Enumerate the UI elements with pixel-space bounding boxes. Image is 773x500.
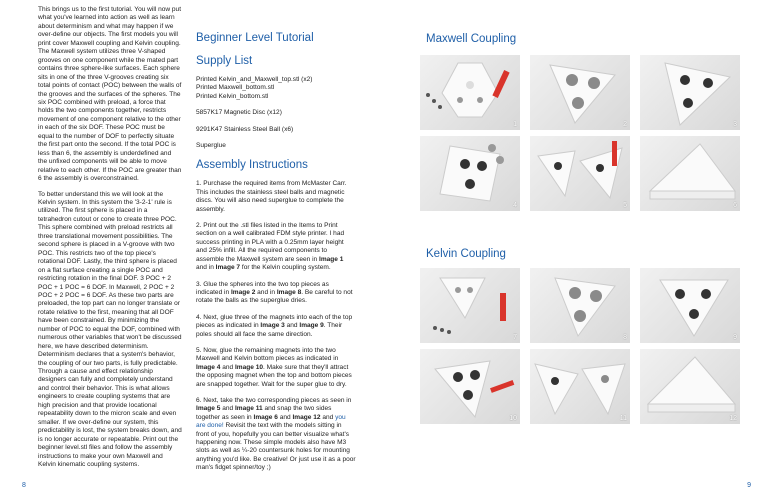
photo-7 <box>420 268 520 343</box>
kelvin-parts-image <box>420 268 520 343</box>
photo-number: 2 <box>623 121 627 128</box>
supply-file-2: Printed Maxwell_bottom.stl <box>196 84 275 92</box>
page-number-left: 8 <box>22 482 26 489</box>
photo-number: 3 <box>733 121 737 128</box>
intro-text-column <box>38 6 182 476</box>
supply-file-3: Printed Kelvin_bottom.stl <box>196 92 269 100</box>
kelvin-bottom-image <box>420 349 520 424</box>
photo-4 <box>420 136 520 211</box>
assembly-step-1: 1. Purchase the required items from McMaster Carr. This includes the stainless steel balls and magnetic discs. You will also need superglue to complete the assembly. <box>196 180 347 213</box>
photo-1 <box>420 55 520 130</box>
maxwell-pair-image <box>530 136 630 211</box>
photo-number: 4 <box>513 202 517 209</box>
page-number-right: 9 <box>747 482 751 489</box>
kelvin-pair-image <box>530 349 630 424</box>
photo-12 <box>640 349 740 424</box>
supply-list-heading: Supply List <box>196 55 253 67</box>
photo-3 <box>640 55 740 130</box>
tutorial-column <box>196 31 356 473</box>
supply-magnets: 5857K17 Magnetic Disc (x12) <box>196 109 282 117</box>
assembly-step-6: 6. Next, take the two corresponding pieces as seen in Image 5 and Image 11 and snap the two sides together as seen in Image 6 and Image 12 and you are done! Revisit the text with the models sitting in front of you, hopefully you can better visualize what's happening now. These simple models also have M3 slots as well as ¼-20 countersunk holes for mounting anything you'd like. Be creative! Or just use it as a poor man's fidget spinner/toy ;) <box>196 396 356 472</box>
intro-paragraph-2: To better understand this we will look at the Kelvin system. In this system the '3-2-1' rule is utilized. The first sphere is placed in a tetrahedron cutout or cone to create three POC. This sphere combined with preload restricts all three translational movement possibilities. The second sphere is placed in a V-groove with two POC. This restricts two of the top piece's rotational DOF. Lastly, the third sphere is placed on a flat surface creating a single POC and restricting rotation in the final DOF. 3 POC + 2 POC + 1 POC = 6 DOF. In Maxwell, 2 POC + 2 POC + 2 POC = 6 DOF. As these two parts are preloaded, the top part can no longer translate or rotate relative to the first, meaning that all DOF have been constrained. By minimizing the number of POC to equal the DOF, combined with numerous other variables that won't be discussed here, we have described determinism. Determinism declares that a system's behavior, the coupling of our two parts, is fully predictable. Through a cause and effect relationship designers can fully and completely understand and control their behavior. This is what allows engineers to create coupling systems that are high precision and that provide locational repeatability down to the micron scale and even smaller. If we over-define our system, this predictability is lost, the system breaks down, and is no longer accurate or repeatable. Print out the beginner level.stl files and follow the assembly instructions to make your own Maxwell and Kelvin kinematic coupling systems. <box>38 190 182 469</box>
supply-file-1: Printed Kelvin_and_Maxwell_top.stl (x2) <box>196 76 313 83</box>
tutorial-title: Beginner Level Tutorial <box>196 32 314 44</box>
photo-number: 12 <box>729 415 737 422</box>
assembly-step-2: 2. Print out the .stl files listed in the Items to Print section on a well calibrated FDM style printer. I had success printing in PLA with a 0.25mm layer height and 25% infill. All the required components to assemble the Maxwell system are seen in Image 1 and in Image 7 for the Kelvin coupling system. <box>196 222 345 272</box>
assembly-step-5: 5. Now, glue the remaining magnets into the two Maxwell and Kelvin bottom pieces as indicated in Image 4 and Image 10. Make sure that they'll attract the opposing magnet when the top and bottom pieces are snapped together. Wait for the super glue to dry. <box>196 346 352 388</box>
photo-number: 11 <box>619 415 627 422</box>
photo-9 <box>640 268 740 343</box>
photo-6 <box>640 136 740 211</box>
photo-number: 6 <box>733 202 737 209</box>
photo-number: 9 <box>733 334 737 341</box>
photo-5 <box>530 136 630 211</box>
supply-balls: 9291K47 Stainless Steel Ball (x6) <box>196 125 294 133</box>
photo-number: 5 <box>623 202 627 209</box>
photo-10 <box>420 349 520 424</box>
assembly-heading: Assembly Instructions <box>196 159 308 172</box>
maxwell-parts-image <box>420 55 520 130</box>
photo-2 <box>530 55 630 130</box>
kelvin-top-balls-image <box>530 268 630 343</box>
maxwell-top-balls-image <box>530 55 630 130</box>
maxwell-bottom-image <box>420 136 520 211</box>
photo-number: 10 <box>509 415 517 422</box>
supply-glue: Superglue <box>196 142 226 150</box>
photo-number: 1 <box>513 121 517 128</box>
photo-number: 7 <box>513 334 517 341</box>
intro-paragraph-1: This brings us to the first tutorial. You will now put what you've learned into action as well as learn about determinism and what may happen if we over-define our objects. The first models you will print cover Maxwell coupling and Kelvin coupling. The Maxwell system utilizes three V-shaped grooves on one component while the mated part contains three sphere-like surfaces. Each sphere sits in one of the three V-grooves creating six total points of contact (POC) between the walls of the grooves and the surfaces of the spheres. The six POC combined with preload, a force that holds the two components together, restricts movement of one component relative to the other in each of the six DOF. These POC must be equal to the number of DOF to perfectly situate the first part onto the second. If the total POC is less than 6, the assembly is underdefined and the unfixed components will be able to move relative to each other. If the POC are greater than 6 the assembly is overconstrained. <box>38 6 182 183</box>
kelvin-assembled-image <box>640 349 740 424</box>
maxwell-heading: Maxwell Coupling <box>426 33 517 45</box>
kelvin-top-magnets-image <box>640 268 740 343</box>
assembly-step-3: 3. Glue the spheres into the two top pieces as indicated in Image 2 and in Image 8. Be careful to not rotate the balls as the superglue dries. <box>196 280 353 305</box>
maxwell-top-magnets-image <box>640 55 740 130</box>
kelvin-heading: Kelvin Coupling <box>426 248 506 260</box>
photo-11 <box>530 349 630 424</box>
photo-number: 8 <box>623 334 627 341</box>
photo-8 <box>530 268 630 343</box>
maxwell-assembled-image <box>640 136 740 211</box>
assembly-step-4: 4. Next, glue three of the magnets into each of the top pieces as indicated in Image 3 and Image 9. Their poles should all face the same direction. <box>196 313 353 338</box>
